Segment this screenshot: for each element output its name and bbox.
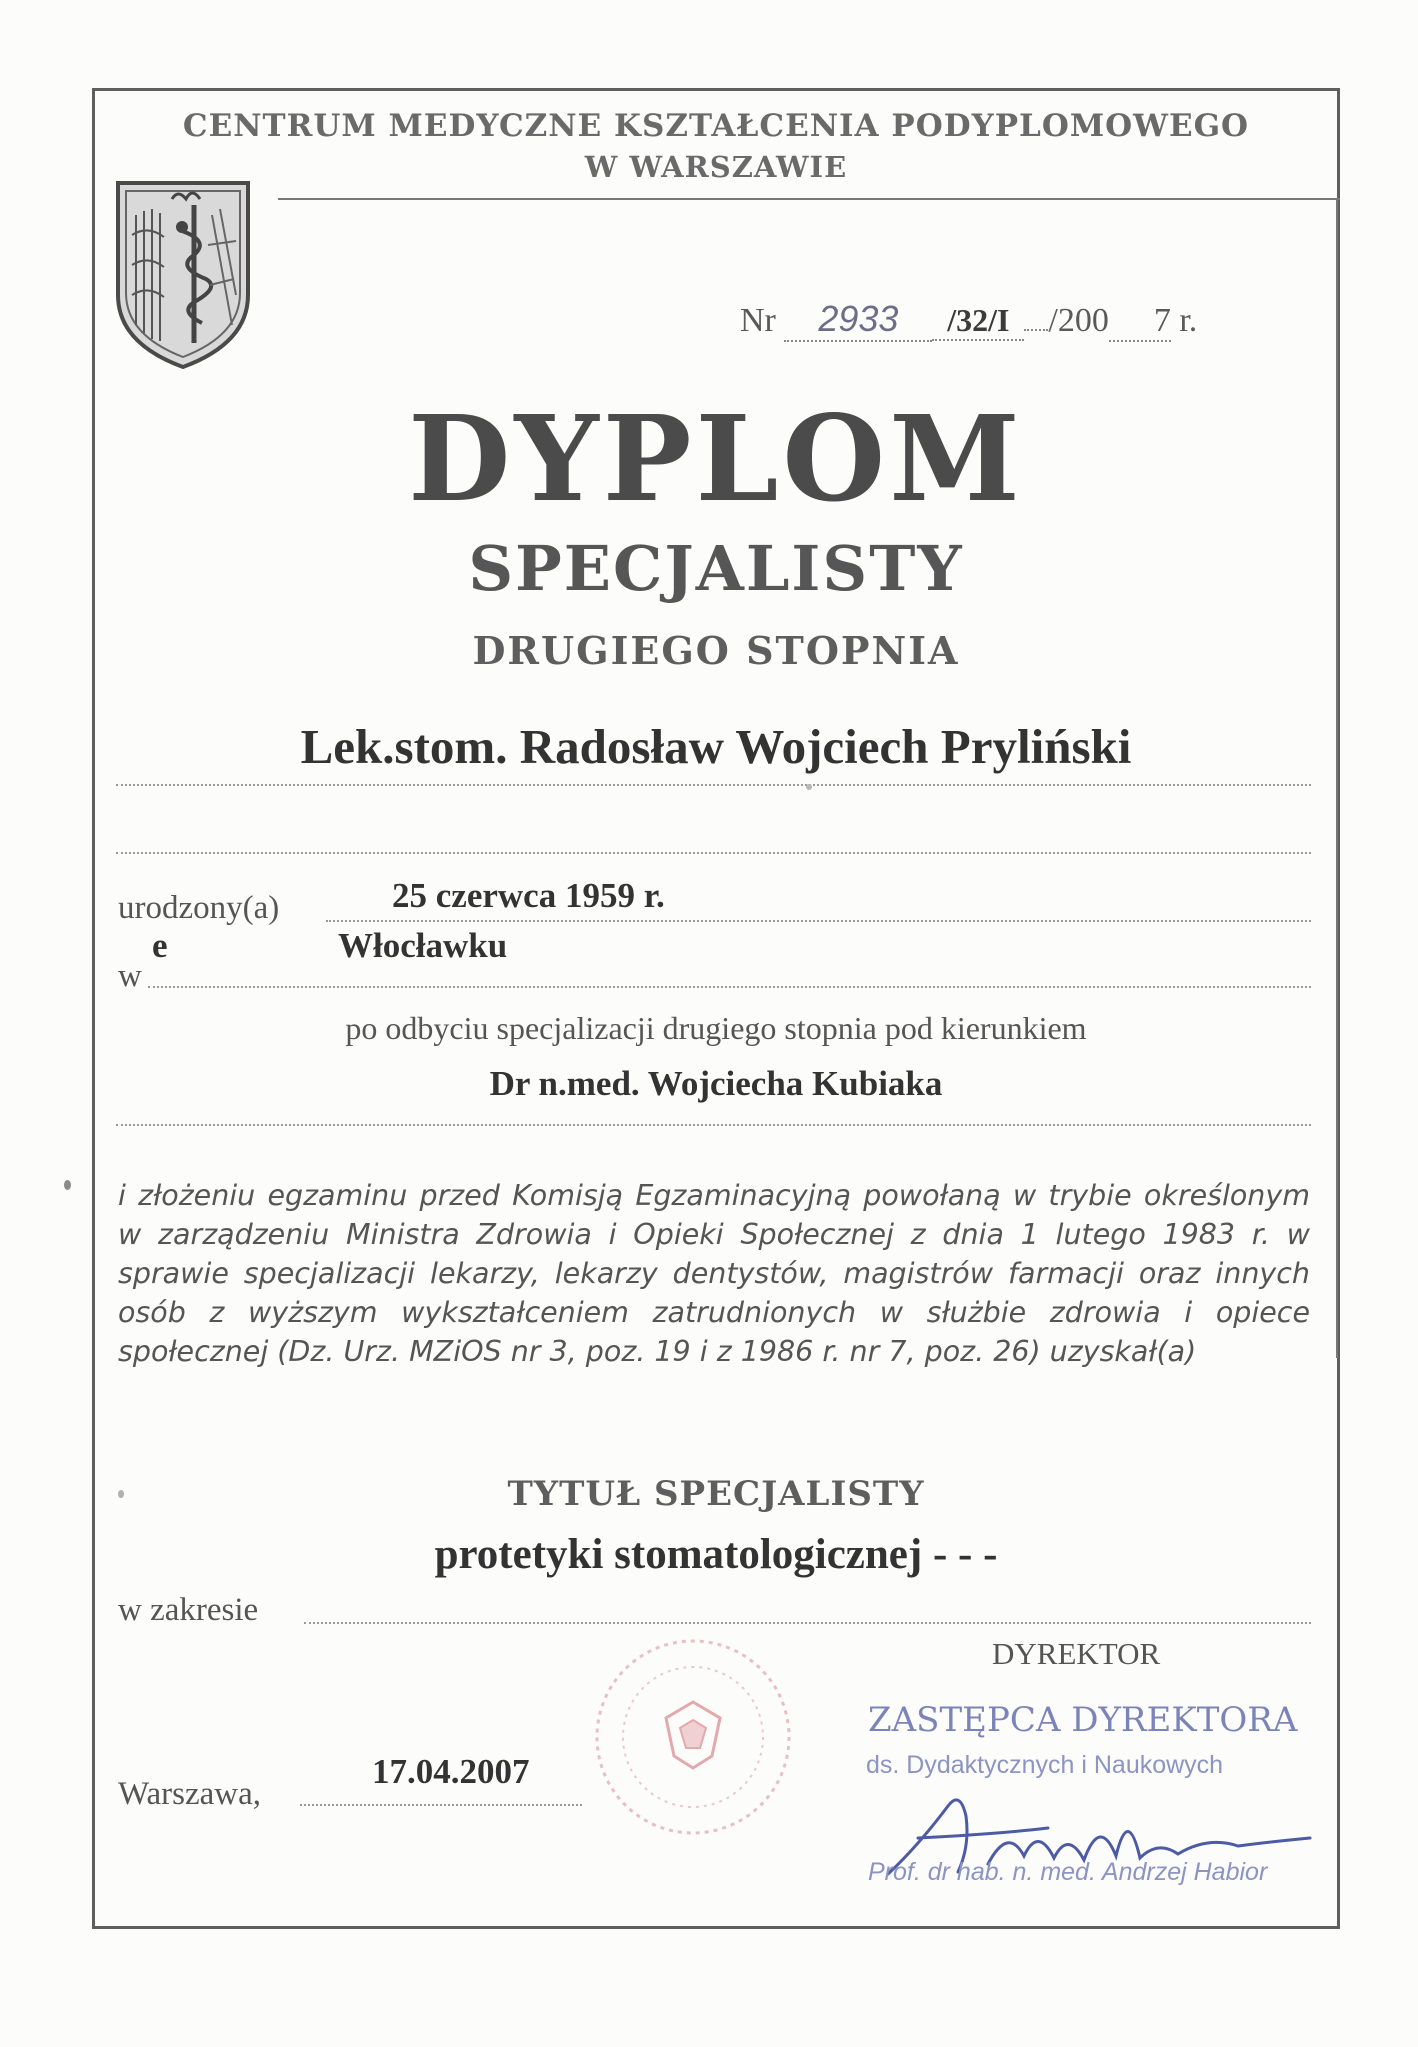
stamp-subtitle: ds. Dydaktycznych i Naukowych: [866, 1751, 1224, 1779]
scan-speck: [64, 1180, 71, 1190]
number-year-prefix: /200: [1048, 302, 1109, 339]
inner-rule-right: [1336, 198, 1338, 1358]
dotted-line: [116, 784, 1311, 786]
legal-paragraph: i złożeniu egzaminu przed Komisją Egzaminacyjną powołaną w trybie określonym w zarządzeniu Ministra Zdrowia i Opieki Społecznej z dnia 1 lutego 1983 r. w sprawie specjalizacji lekarzy, lekarzy dentystów, magistrów farmacji oraz innych osób z wyższym wykształceniem zatrudnionych w służbie zdrowia i opiece społecznej (Dz. Urz. MZiOS nr 3, poz. 19 i z 1986 r. nr 7, poz. 26) uzyskał(a): [118, 1179, 1310, 1368]
number-handwritten: 2933: [818, 298, 899, 339]
preposition-ending: e: [152, 926, 168, 965]
diploma-title: DYPLOM: [408, 389, 1024, 528]
stamp-name: Prof. dr hab. n. med. Andrzej Habior: [868, 1858, 1268, 1886]
number-suffix: r.: [1179, 302, 1198, 339]
specialty-scope: protetyki stomatologicznej - - -: [434, 1531, 998, 1578]
dotted-line: [304, 1622, 1311, 1624]
crest-icon: [112, 175, 254, 371]
in-label: w: [118, 958, 142, 994]
inner-rule-top: [278, 198, 1340, 200]
issue-date: 17.04.2007: [372, 1752, 530, 1791]
award-title: TYTUŁ SPECJALISTY: [507, 1474, 925, 1514]
supervisor-name: Dr n.med. Wojciecha Kubiaka: [489, 1064, 943, 1103]
number-middle: /32/I: [932, 302, 1024, 341]
diploma-degree: DRUGIEGO STOPNIA: [472, 628, 960, 673]
recipient-name: Lek.stom. Radosław Wojciech Pryliński: [300, 719, 1132, 774]
number-year-digit: 7: [1153, 302, 1171, 339]
dotted-line: [116, 852, 1311, 854]
birth-place: Włocławku: [338, 926, 508, 965]
scan-speck: [118, 1490, 124, 1498]
dotted-line: [116, 1124, 1311, 1126]
director-label: DYREKTOR: [992, 1636, 1161, 1671]
specialization-text: po odbyciu specjalizacji drugiego stopnia pod kierunkiem: [345, 1010, 1087, 1046]
institution-name-line2: W WARSZAWIE: [584, 150, 848, 184]
diploma-subtitle: SPECJALISTY: [468, 532, 964, 605]
scope-label: w zakresie: [118, 1592, 259, 1628]
dotted-line: [326, 920, 1311, 922]
dotted-line: [300, 1804, 582, 1806]
number-prefix: Nr: [740, 302, 776, 339]
scan-speck: [806, 784, 812, 790]
dotted-line: [148, 986, 1311, 988]
born-label: urodzony(a): [118, 890, 280, 926]
stamp-title: ZASTĘPCA DYREKTORA: [868, 1700, 1298, 1740]
place-label: Warszawa,: [118, 1776, 262, 1812]
birth-date: 25 czerwca 1959 r.: [392, 876, 665, 915]
institution-name-line1: CENTRUM MEDYCZNE KSZTAŁCENIA PODYPLOMOWEGO: [182, 108, 1250, 144]
diploma-number: [740, 298, 1197, 342]
round-seal-icon: [588, 1632, 798, 1842]
